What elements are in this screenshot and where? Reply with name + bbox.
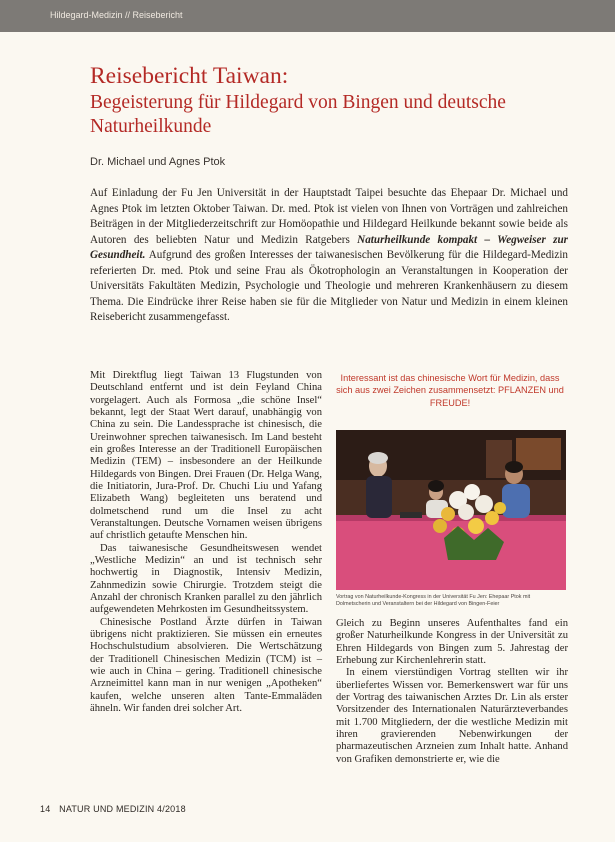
- pull-quote: Interessant ist das chinesische Wort für Medizin, dass sich aus zwei Zeichen zusammensetzt: PFLANZEN und FREUDE!: [336, 373, 564, 408]
- left-paragraph: Chinesische Postland Ärzte dürfen in Taiwan übrigens nicht praktizieren. Sie müssen ein erneutes Hochschulstudium absolvieren. Die Wertschätzung der Traditionell Chinesischen Medizin (TCM) ist – wie auch in China – gering. Traditionell chinesische Arzneimittel kann man in nur wenigen „Apotheken“ kaufen, welche unseren alten Tante-Emmaläden ähneln. Wir fanden drei solcher Art.: [90, 616, 322, 714]
- page-number: 14: [40, 804, 51, 814]
- article-intro: [90, 186, 568, 326]
- running-title: Hildegard-Medizin // Reisebericht: [50, 10, 183, 20]
- photo-caption: Vortrag von Naturheilkunde-Kongress in der Universität Fu Jen: Ehepaar Ptok mit Dolmetscherin und Veranstaltern bei der Hildegard von Bingen-Feier: [336, 594, 531, 607]
- article-subtitle: Begeisterung für Hildegard von Bingen und deutsche Naturheilkunde: [90, 92, 506, 137]
- intro-book-title: Naturheilkunde kompakt – Wegweiser zur Gesundheit.: [90, 233, 568, 262]
- magazine-issue: NATUR UND MEDIZIN 4/2018: [59, 804, 186, 814]
- article-authors: Dr. Michael und Agnes Ptok: [90, 156, 226, 168]
- right-column: [336, 618, 568, 766]
- article-title: Reisebericht Taiwan:: [90, 63, 289, 89]
- left-paragraph: Mit Direktflug liegt Taiwan 13 Flugstunden von Deutschland entfernt und ist dein Feyland China vorgelagert. Auch als Formosa „die schöne Insel“ bekannt, legt der Staat Wert darauf, unabhängig von China zu sein. Die Landessprache ist chinesisch, die Ureinwohner sprechen taiwanesisch. Im Land besteht ein großes Interesse an der Traditionell Europäischen Medizin (TEM) – insbesondere an der Heilkunde Hildegards von Bingen. Drei Frauen (Dr. Helga Wang, die Initiatorin, Jura-Prof. Dr. Chuchi Liu und Yafang Elizabeth Wang) begleiteten uns beratend und dolmetschend rund um die Insel zu acht Veranstaltungen. Deutsche Vornamen weisen übrigens auf christlich getaufte Menschen hin.: [90, 370, 322, 542]
- lecture-photo-illustration: [336, 430, 566, 590]
- right-paragraph: In einem vierstündigen Vortrag stellten wir ihr überliefertes Wissen vor. Bemerkenswert war für uns der Vortrag des taiwanischen Arztes Dr. Lin als erster Vorsitzender des Internationalen Naturärzteverbandes mit 1.700 Mitgliedern, der die westliche Medizin mit ihren gravierenden Nebenwirkungen der pharmazeutischen Arzneien zum Inhalt hatte. Anhand von Grafiken demonstrierte er, wie die: [336, 667, 568, 765]
- page-footer: [40, 804, 186, 814]
- article-photo: [336, 430, 566, 590]
- left-column: [90, 370, 322, 715]
- intro-text-1: Auf Einladung der Fu Jen Universität in der Hauptstadt Taipei besuchte das Ehepaar Dr. Michael und Agnes Ptok im letzten Oktober Taiwan. Dr. med. Ptok ist vielen von Ihnen von Vorträgen und zahlreichen Beiträgen in der Mitgliederzeitschrift zur Homöopathie und Hildegard Heilkunde bekannt sowie beide als Autoren des beliebten Natur und Medizin Ratgebers: [90, 187, 568, 246]
- intro-text-2: Aufgrund des großen Interesses der taiwanesischen Bevölkerung für die Hildegard-Medizin referierten Dr. med. Ptok und seine Frau als Ökotrophologin an Veranstaltungen in Kooperation der Universitäts Fakultäten Medizin, Psychologie und Theologie und mehreren Krankenhäusern zu diesem Thema. Die Eindrücke ihrer Reise haben sie für die Mitglieder von Natur und Medizin in einem kleinen Reisebericht zusammengefasst.: [90, 249, 568, 324]
- right-paragraph: Gleich zu Beginn unseres Aufenthaltes fand ein großer Naturheilkunde Kongress in der Universität zu Ehren Hildegards von Bingen zum 5. Jahrestag der Erhebung zur Kirchenlehrerin statt.: [336, 618, 568, 666]
- left-paragraph: Das taiwanesische Gesundheitswesen wendet „Westliche Medizin“ an und ist technisch sehr hochwertig in Diagnostik, Intensiv Medizin, Zahnmedizin sowie Chirurgie. Trotzdem steigt die Anzahl der chronisch Kranken parallel zu den jährlich aufgewendeten Mehrkosten im Gesundheitssystem.: [90, 542, 322, 616]
